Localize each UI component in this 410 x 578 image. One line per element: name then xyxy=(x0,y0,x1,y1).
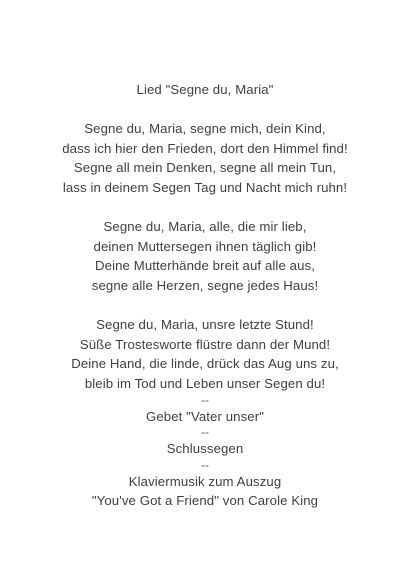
stanza-3 xyxy=(0,315,410,393)
program-text xyxy=(0,80,410,511)
music-piece: "You've Got a Friend" von Carole King xyxy=(91,493,319,509)
verse-line: Segne du, Maria, unsre letzte Stund! xyxy=(96,317,314,333)
stanza-2 xyxy=(0,217,410,295)
verse-line: Segne du, Maria, segne mich, dein Kind, xyxy=(84,121,326,137)
verse-line: Deine Hand, die linde, drück das Aug uns zu, xyxy=(71,356,339,372)
music-heading: Klaviermusik zum Auszug xyxy=(128,473,282,489)
verse-line: lass in deinem Segen Tag und Nacht mich ruhn! xyxy=(62,179,348,195)
verse-line: Deine Mutterhände breit auf alle aus, xyxy=(95,258,315,274)
verse-line: dass ich hier den Frieden, dort den Himmel find! xyxy=(62,140,348,156)
verse-line: segne alle Herzen, segne jedes Haus! xyxy=(91,277,319,293)
verse-line: Segne du, Maria, alle, die mir lieb, xyxy=(103,219,307,235)
separator: -- xyxy=(201,457,209,472)
stanza-1 xyxy=(0,119,410,197)
spacer xyxy=(0,100,410,120)
verse-line: Segne all mein Denken, segne all mein Tun, xyxy=(73,160,337,176)
spacer xyxy=(0,198,410,218)
separator: -- xyxy=(201,392,209,407)
blessing-item: Schlussegen xyxy=(166,441,244,457)
separator: -- xyxy=(201,425,209,440)
verse-line: Süße Trostesworte flüstre dann der Mund! xyxy=(79,336,331,352)
verse-line: bleib im Tod und Leben unser Segen du! xyxy=(84,375,326,391)
verse-line: deinen Muttersegen ihnen täglich gib! xyxy=(93,238,317,254)
prayer-item: Gebet "Vater unser" xyxy=(145,408,265,424)
song-title: Lied "Segne du, Maria" xyxy=(136,82,274,97)
spacer xyxy=(0,296,410,316)
